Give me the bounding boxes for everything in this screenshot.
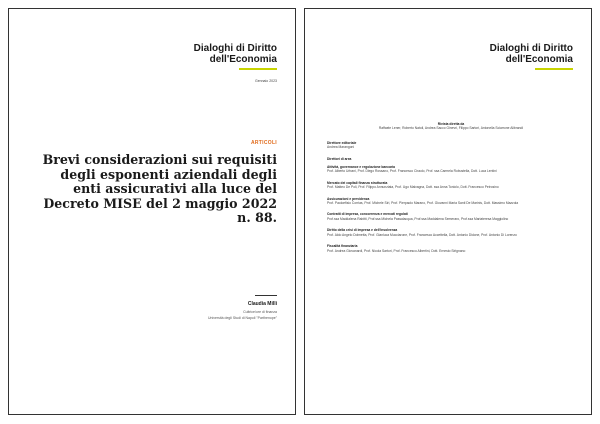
journal-name-line1: Dialoghi di Diritto [193, 43, 277, 54]
directed-by-heading: Rivista diretta da [437, 122, 465, 126]
area-block [327, 212, 575, 221]
directed-by-names: Raffaele Lener, Roberto Natoli, Andrea Sacco Ginevri, Filippo Sartori, Antonella Sciarrone Alibrandi [378, 126, 524, 131]
area-title: Assicurazioni e previdenza [327, 196, 370, 201]
journal-logo [194, 43, 277, 65]
area-directors-heading: Direttori di area [327, 156, 352, 161]
area-names: Prof.ssa Maddalena Rabitti, Prof.ssa Michela Passalacqua, Prof.ssa Maddalena Semeraro, Prof.ssa Mariateresa Maggiolino [327, 216, 509, 221]
issue-date: Gennaio 2023 [255, 79, 277, 83]
left-page [8, 8, 296, 415]
accent-bar [239, 68, 277, 70]
area-title: Mercato dei capitali finanza strutturata [327, 180, 388, 185]
area-block [327, 228, 575, 237]
author-affiliation: Università degli Studi di Napoli "Parthenope" [207, 316, 277, 320]
journal-logo [490, 43, 573, 65]
area-block [327, 165, 575, 174]
area-title: Attività, governance e regolazione bancaria [327, 165, 395, 170]
area-names: Prof. Matteo De Poli, Prof. Filippo Annunziata, Prof. Ugo Malvagna, Dott. ssa Anna Toniolo, Dott. Francesco Petrosino [327, 185, 499, 190]
area-names: Prof. Alberto Urbani, Prof. Diego Rossano, Prof. Francesco Ciraolo, Prof. ssa Carmela Robustella, Dott. Luca Lentini [327, 169, 497, 174]
journal-name-line2: dell'Economia [209, 54, 277, 65]
right-page [304, 8, 592, 415]
journal-name-line1: Dialoghi di Diritto [489, 43, 573, 54]
area-directors-heading-block [327, 157, 575, 161]
area-names: Prof. Paoloefisio Corrias, Prof. Michele Siri, Prof. Pierpaolo Marano, Prof. Giovanni Maria Santi De Marinis, Dott. Massimo Mazzola [327, 201, 519, 206]
journal-name-line2: dell'Economia [505, 54, 573, 65]
directors-block [327, 122, 575, 131]
area-block [327, 244, 575, 253]
accent-bar [535, 68, 573, 70]
area-title: Diritto della crisi di impresa e dell'insolvenza [327, 228, 398, 233]
author-role: Cultrice/ore di finanza [243, 310, 277, 314]
managing-editor-heading: Direttore editoriale [327, 140, 357, 145]
author-name: Claudia Milli [247, 301, 277, 307]
area-block [327, 197, 575, 206]
author-divider [255, 295, 277, 296]
editorial-board [327, 122, 575, 260]
area-names: Prof. Aldo Angelo Dolmetta, Prof. Gianluca Mucciarone, Prof. Francesco Accettella, Dott. Antonio Didone, Prof. Antonio Di Lorenzo [327, 232, 517, 237]
area-title: Contratti di impresa, concorrenza e mercati regolati [327, 212, 408, 217]
section-label: ARTICOLI [250, 140, 277, 146]
area-block [327, 181, 575, 190]
managing-editor-name: Andrea Marangoni [327, 145, 355, 150]
area-title: Fiscalità finanziaria [327, 244, 358, 249]
area-names: Prof. Andrea Giovanardi, Prof. Nicola Sartori, Prof. Francesco Albertini, Dott. Ernesto Sirignano [327, 248, 466, 253]
managing-editor-block [327, 141, 575, 150]
article-title: Brevi considerazioni sui requisiti degli esponenti aziendali degli enti assicurativi alla luce del Decreto MISE del 2 maggio 2022 n. 88. [42, 152, 277, 226]
